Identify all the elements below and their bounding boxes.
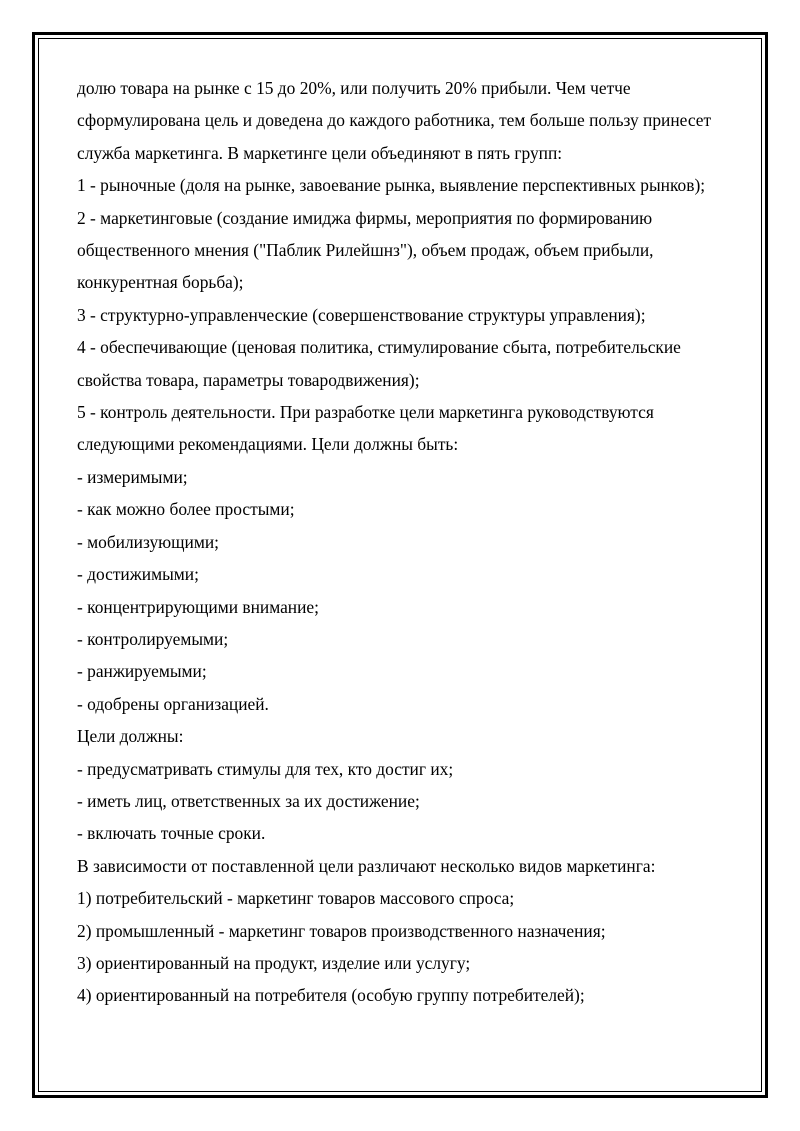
list-item: - как можно более простыми; [77,499,295,520]
goal-group-market: 1 - рыночные (доля на рынке, завоевание рынка, выявление перспективных рынков); [77,175,706,196]
list-item: - иметь лиц, ответственных за их достижение; [77,790,420,811]
paragraph-intro: долю товара на рынке с 15 до 20%, или получить 20% прибыли. Чем четче сформулирована цель и доведена до каждого работника, тем больше пользу принесет служба маркетинга. В маркетинге цели объединяют в пять групп: [77,78,712,163]
section-lead: Цели должны: [77,726,184,747]
list-item: - ранжируемыми; [77,661,207,682]
section-lead: В зависимости от поставленной цели различают несколько видов маркетинга: [77,855,656,876]
list-item: - включать точные сроки. [77,823,266,844]
marketing-type-item: 2) промышленный - маркетинг товаров производственного назначения; [77,920,606,941]
list-item: - контролируемыми; [77,628,229,649]
marketing-type-item: 4) ориентированный на потребителя (особую группу потребителей); [77,985,585,1006]
goal-group-supporting: 4 - обеспечивающие (ценовая политика, стимулирование сбыта, потребительские свойства товара, параметры товародвижения); [77,337,681,390]
list-item: - одобрены организацией. [77,693,269,714]
list-item: - мобилизующими; [77,531,220,552]
goal-group-marketing: 2 - маркетинговые (создание имиджа фирмы, мероприятия по формированию общественного мнения ("Паблик Рилейшнз"), объем продаж, объем прибыли, конкурентная борьба); [77,207,654,293]
list-item: - концентрирующими внимание; [77,596,319,617]
marketing-type-item: 3) ориентированный на продукт, изделие или услугу; [77,952,471,973]
document-body [77,72,727,1012]
list-item: - измеримыми; [77,466,188,487]
goal-group-structural: 3 - структурно-управленческие (совершенствование структуры управления); [77,304,646,325]
marketing-type-item: 1) потребительский - маркетинг товаров массового спроса; [77,888,515,909]
list-item: - достижимыми; [77,564,199,585]
list-item: - предусматривать стимулы для тех, кто достиг их; [77,758,454,779]
goal-group-control: 5 - контроль деятельности. При разработке цели маркетинга руководствуются следующими рекомендациями. Цели должны быть: [77,402,654,455]
